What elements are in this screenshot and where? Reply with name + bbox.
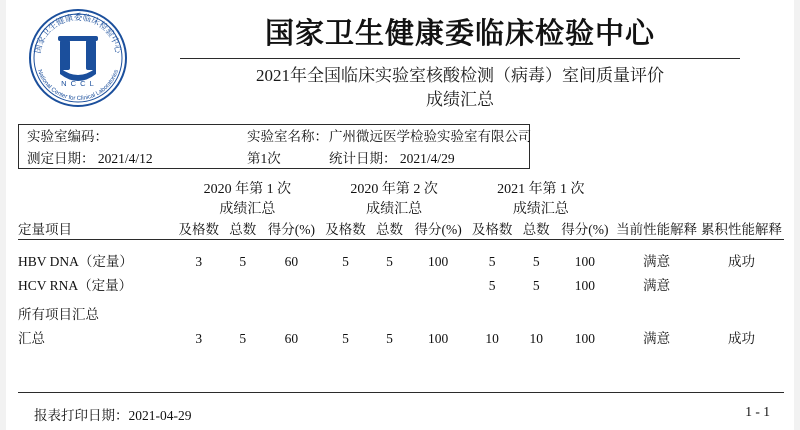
summary-g2-total: 5 — [386, 331, 393, 346]
summary-g1-score: 60 — [284, 331, 299, 346]
header-total-g3: 总数 — [522, 222, 550, 237]
group-title-2020-1: 2020 年第 1 次 — [203, 182, 292, 197]
row-g2-score — [409, 270, 468, 294]
summary-row — [18, 323, 784, 347]
summary-title: 所有项目汇总 — [18, 307, 99, 322]
lab-code-label: 实验室编码： — [27, 129, 108, 144]
summary-g2-score: 100 — [428, 331, 449, 346]
header-item: 定量项目 — [18, 222, 72, 237]
summary-row-name: 汇总 — [18, 331, 45, 346]
results-table — [18, 178, 784, 347]
test-date-value: 2021/4/12 — [97, 151, 153, 166]
spacer-cell — [18, 294, 784, 303]
empty-cell — [699, 178, 784, 198]
report-header — [0, 0, 800, 118]
header-pass-g2: 及格数 — [325, 222, 366, 237]
row-g3-total: 5 — [532, 254, 540, 269]
row-cumulative-performance — [699, 270, 784, 294]
nccl-logo — [14, 6, 142, 110]
table-row — [18, 246, 784, 270]
page-number: 1 - 1 — [745, 404, 770, 419]
stat-date-label — [329, 148, 455, 170]
header-score-g3: 得分(%) — [561, 222, 609, 237]
svg-text:N C C L: N C C L — [61, 79, 95, 88]
header-pass-g1: 及格数 — [178, 222, 220, 237]
summary-cumulative-performance: 成功 — [728, 331, 756, 346]
row-current-performance: 满意 — [643, 254, 671, 269]
test-date-label — [27, 148, 153, 170]
row-g2-pass: 5 — [342, 254, 349, 269]
empty-cell — [18, 178, 174, 198]
batch-label: 第1次 — [247, 151, 281, 166]
lab-name-value: 广州微远医学检验实验室有限公司 — [329, 129, 532, 144]
row-g1-total — [223, 270, 262, 294]
lab-info-box — [18, 124, 530, 169]
row-g1-score — [262, 270, 321, 294]
svg-text:National Center for Clinical L: National Center for Clinical Laboratories — [35, 68, 121, 103]
header-total-g2: 总数 — [375, 222, 403, 237]
empty-cell — [614, 178, 699, 198]
lab-name-label: 实验室名称： — [247, 129, 328, 144]
row-spacer — [18, 294, 784, 303]
header-score-g2: 得分(%) — [414, 222, 462, 237]
test-date-label-text: 测定日期： — [27, 151, 95, 166]
empty-cell — [18, 198, 174, 218]
row-item-name: HBV DNA（定量） — [18, 254, 133, 269]
row-g3-pass: 5 — [488, 278, 496, 293]
group-title-row-2 — [18, 198, 784, 218]
header-current-performance: 当前性能解释 — [616, 222, 698, 237]
page-title: 国家卫生健康委临床检验中心 — [264, 18, 655, 50]
group-subtitle-2020-2: 成绩汇总 — [366, 202, 423, 217]
group-title-row-1 — [18, 178, 784, 198]
row-cumulative-performance: 成功 — [728, 254, 756, 269]
empty-cell — [699, 198, 784, 218]
column-header-row — [18, 218, 784, 238]
header-total-g1: 总数 — [229, 222, 257, 237]
group-title-2021-1: 2021 年第 1 次 — [497, 182, 585, 197]
row-g2-total — [370, 270, 409, 294]
row-g2-total: 5 — [386, 254, 393, 269]
print-date-label: 报表打印日期： — [34, 408, 129, 423]
header-pass-g3: 及格数 — [471, 222, 513, 237]
summary-g3-pass: 10 — [485, 331, 499, 346]
empty-cell — [174, 303, 784, 323]
row-g2-score: 100 — [428, 254, 449, 269]
group-title-2020-2: 2020 年第 2 次 — [350, 182, 438, 197]
group-subtitle-2020-1: 成绩汇总 — [219, 202, 276, 217]
summary-g2-pass: 5 — [342, 331, 349, 346]
row-current-performance: 满意 — [643, 278, 671, 293]
summary-g3-total: 10 — [529, 331, 543, 346]
print-date — [34, 404, 192, 424]
row-g1-pass — [174, 270, 223, 294]
summary-g3-score: 100 — [574, 331, 595, 346]
report-subtitle: 2021年全国临床实验室核酸检测（病毒）室间质量评价 — [256, 66, 664, 86]
svg-text:国家卫生健康委临床检验中心: 国家卫生健康委临床检验中心 — [32, 12, 124, 55]
summary-title-row — [18, 303, 784, 323]
table-row — [18, 270, 784, 294]
report-subtitle-2: 成绩汇总 — [426, 89, 494, 109]
header-score-g1: 得分(%) — [267, 222, 316, 237]
stat-date-value: 2021/4/29 — [399, 151, 455, 166]
row-g3-total: 5 — [532, 278, 540, 293]
row-g2-pass — [321, 270, 370, 294]
empty-cell — [614, 198, 699, 218]
summary-g1-pass: 3 — [195, 331, 203, 346]
row-g3-score: 100 — [574, 278, 595, 293]
footer-divider — [18, 392, 784, 393]
row-item-name: HCV RNA（定量） — [18, 278, 133, 293]
results-table-wrapper — [18, 178, 784, 347]
print-date-value: 2021-04-29 — [128, 408, 192, 423]
stat-date-label-text: 统计日期： — [329, 151, 397, 166]
title-divider — [180, 58, 740, 59]
title-block — [150, 18, 770, 112]
group-subtitle-2021-1: 成绩汇总 — [512, 202, 569, 217]
row-g1-score: 60 — [284, 254, 299, 269]
row-g3-score: 100 — [574, 254, 595, 269]
summary-g1-total: 5 — [239, 331, 247, 346]
header-cumulative-performance: 累积性能解释 — [701, 222, 783, 237]
summary-current-performance: 满意 — [643, 331, 671, 346]
row-g1-total: 5 — [239, 254, 247, 269]
row-g1-pass: 3 — [195, 254, 203, 269]
row-g3-pass: 5 — [488, 254, 496, 269]
